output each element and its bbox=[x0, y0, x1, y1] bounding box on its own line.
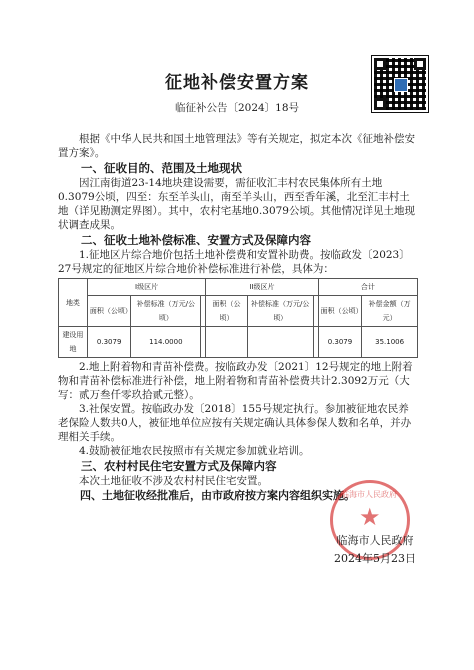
table-header: 合计 bbox=[318, 279, 417, 296]
section-paragraph: 4.鼓励被征地农民按照市有关规定参加就业培训。 bbox=[79, 445, 310, 457]
section-heading: 三、农村村民住宅安置方式及保障内容 bbox=[81, 459, 277, 473]
table-cell: 35.1006 bbox=[362, 327, 418, 358]
section-paragraph: 2.地上附着物和青苗补偿费。按临政办发〔2021〕12号规定的地上附着物和青苗补偿标准进行补偿，地上附着物和青苗补偿费共计2.3092万元（大写：贰万叁仟零玖拾贰元整）。 bbox=[58, 361, 413, 401]
table-cell: 0.3079 bbox=[318, 327, 362, 358]
seal-text: 临海市人民政府 bbox=[341, 490, 397, 499]
document-body bbox=[58, 132, 418, 503]
signature-date: 2024年5月23日 bbox=[334, 552, 416, 565]
seal-star-icon: ★ bbox=[359, 503, 381, 531]
table-header: 面积（公顷） bbox=[206, 296, 248, 327]
section-paragraph: 3.社保安置。按临政办发〔2018〕155号规定执行。参加被征地农民养老保险人数共0人，被征地单位应按有关规定确认具体参保人数和名单，并办理相关手续。 bbox=[58, 403, 412, 443]
compensation-table bbox=[58, 278, 418, 358]
table-header: 面积（公顷） bbox=[318, 296, 362, 327]
signature-block bbox=[320, 532, 430, 568]
table-cell: 建设用地 bbox=[59, 327, 88, 358]
table-header: 地类 bbox=[59, 279, 88, 327]
signature-org: 临海市人民政府 bbox=[336, 534, 414, 547]
table-cell bbox=[206, 327, 248, 358]
table-header: 补偿标准（万元/公顷） bbox=[131, 296, 201, 327]
section-heading: 二、征收土地补偿标准、安置方式及保障内容 bbox=[81, 233, 311, 247]
table-cell bbox=[247, 327, 313, 358]
section-heading: 四、土地征收经批准后，由市政府按方案内容组织实施。 bbox=[80, 489, 355, 502]
table-header: 补偿标准（万元/公顷） bbox=[247, 296, 313, 327]
document-number: 临征补公告〔2024〕18号 bbox=[174, 102, 300, 114]
table-cell: 114.0000 bbox=[131, 327, 201, 358]
table-cell: 0.3079 bbox=[87, 327, 131, 358]
section-heading: 一、征收目的、范围及土地现状 bbox=[81, 161, 242, 175]
document-title: 征地补偿安置方案 bbox=[165, 73, 309, 93]
table-header: 面积（公顷） bbox=[87, 296, 131, 327]
section-paragraph: 本次土地征收不涉及农村村民住宅安置。 bbox=[79, 475, 268, 487]
intro-paragraph: 根据《中华人民共和国土地管理法》等有关规定，拟定本次《征地补偿安置方案》。 bbox=[58, 133, 415, 159]
section-paragraph: 1.征地区片综合地价包括土地补偿费和安置补助费。按临政发〔2023〕27号规定的征地区片综合地价补偿标准进行补偿，具体为： bbox=[58, 249, 410, 275]
table-header: II级区片 bbox=[206, 279, 318, 296]
table-header: I级区片 bbox=[87, 279, 205, 296]
table-row bbox=[59, 327, 418, 358]
table-header: 补偿金额（万元） bbox=[362, 296, 418, 327]
section-paragraph: 因江南街道23-14地块建设需要，需征收汇丰村农民集体所有土地0.3079公顷，四至：东至羊头山，南至羊头山，西至香年溪，北至汇丰村土地（详见勘测定界图）。其中，农村宅基地0.3079公顷。其他情况详见土地现状调查成果。 bbox=[58, 177, 415, 231]
